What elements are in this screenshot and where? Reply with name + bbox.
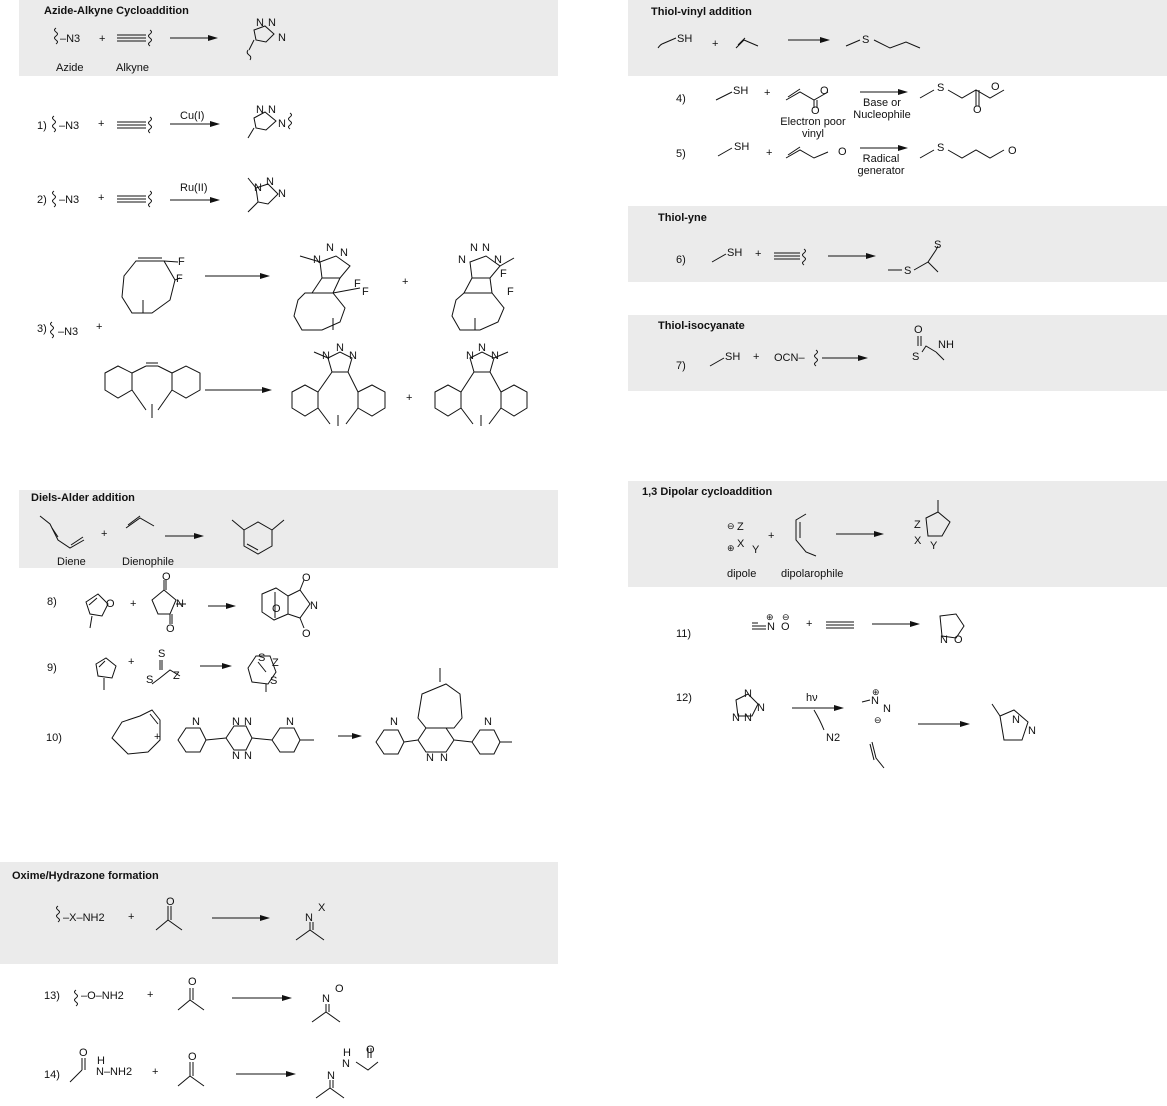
reaction-12-product-n: N — [1028, 725, 1036, 737]
dienophile-label: Dienophile — [122, 556, 174, 568]
reaction-2-n: N — [266, 176, 274, 188]
reaction-9-product-s: S — [270, 675, 278, 687]
header-triazole-n: N — [256, 17, 264, 29]
reaction-3-plus: + — [96, 321, 103, 333]
reaction-10-n: N — [244, 750, 252, 762]
reaction-4-product-s: S — [937, 82, 945, 94]
reaction-10-n: N — [192, 716, 200, 728]
reaction-1-azide: –N3 — [59, 120, 80, 132]
reaction-3-n: N — [340, 247, 348, 259]
reaction-3-f: F — [507, 286, 514, 298]
dipole-label: dipole — [727, 568, 757, 580]
reaction-3-n: N — [313, 254, 321, 266]
reaction-13-aminooxy: –O–NH2 — [81, 990, 124, 1002]
reaction-14-product-h: H — [343, 1047, 351, 1059]
reaction-3-n: N — [326, 242, 334, 254]
header-da-plus: + — [101, 528, 108, 540]
reaction-10-n: N — [286, 716, 294, 728]
reaction-12-number: 12) — [676, 692, 692, 704]
dipole-minus-charge: ⊖ — [727, 521, 735, 531]
reaction-3-plus: + — [406, 392, 413, 404]
reaction-5-number: 5) — [676, 148, 686, 160]
reaction-12-hv: hν — [806, 692, 818, 704]
header-thiol-product-s: S — [862, 34, 870, 46]
reaction-10-product-n: N — [426, 752, 434, 764]
reaction-3-n: N — [349, 350, 357, 362]
reaction-14-plus: + — [152, 1066, 159, 1078]
reaction-14-o: O — [79, 1047, 88, 1059]
reaction-8-product-o: O — [272, 603, 281, 615]
reaction-10-product-n: N — [484, 716, 492, 728]
reaction-10-n: N — [232, 716, 240, 728]
reaction-2-n: N — [254, 182, 262, 194]
reaction-3-f: F — [176, 273, 183, 285]
reaction-10-plus: + — [154, 731, 161, 743]
reaction-2-n: N — [278, 188, 286, 200]
reaction-12-n: N — [757, 702, 765, 714]
dipolarophile-label: dipolarophile — [781, 568, 844, 580]
reaction-13-product-n: N — [322, 993, 330, 1005]
azide-label: Azide — [56, 62, 84, 74]
reaction-1-number: 1) — [37, 120, 47, 132]
reaction-6-plus: + — [755, 248, 762, 260]
reaction-8-product-o: O — [302, 628, 311, 640]
reaction-8-plus: + — [130, 598, 137, 610]
reaction-2-plus: + — [98, 192, 105, 204]
reaction-12-minus-charge: ⊖ — [874, 715, 882, 725]
reaction-4-plus: + — [764, 87, 771, 99]
reaction-3-n: N — [482, 242, 490, 254]
reaction-11-number: 11) — [676, 628, 692, 640]
reaction-4-product-o: O — [973, 104, 982, 116]
dipole-x: X — [737, 538, 745, 550]
header-diels-alder-scheme — [40, 516, 284, 554]
diels-alder-title: Diels-Alder addition — [31, 492, 135, 504]
reaction-10-scheme — [112, 668, 512, 754]
reaction-5-plus: + — [766, 147, 773, 159]
dipole-z: Z — [737, 521, 744, 533]
reaction-7-product-s: S — [912, 351, 920, 363]
reaction-9-plus: + — [128, 656, 135, 668]
reaction-13-o: O — [188, 976, 197, 988]
reaction-3-scheme — [51, 256, 528, 426]
reaction-4-number: 4) — [676, 93, 686, 105]
reaction-8-product-n: N — [310, 600, 318, 612]
reaction-11-o: O — [781, 621, 790, 633]
reaction-8-number: 8) — [47, 596, 57, 608]
reaction-3-n: N — [336, 342, 344, 354]
reaction-9-scheme — [96, 656, 276, 692]
diene-label: Diene — [57, 556, 86, 568]
reaction-4-o: O — [820, 85, 829, 97]
reaction-11-plus: + — [806, 618, 813, 630]
reaction-8-furan-o: O — [106, 598, 115, 610]
header-thiol-vinyl-scheme — [658, 37, 920, 48]
reaction-5-product-s: S — [937, 142, 945, 154]
reaction-7-product-nh: NH — [938, 339, 954, 351]
header-oxime-x: X — [318, 902, 326, 914]
reaction-12-plus-charge: ⊕ — [872, 687, 880, 697]
reaction-11-n: N — [767, 621, 775, 633]
reaction-11-plus-charge: ⊕ — [766, 612, 774, 622]
reaction-8-o: O — [162, 571, 171, 583]
reaction-3-n: N — [478, 342, 486, 354]
reaction-8-product-o: O — [302, 572, 311, 584]
dipolar-product-z: Z — [914, 519, 921, 531]
reaction-9-s: S — [146, 674, 154, 686]
header-oxime-plus: + — [128, 911, 135, 923]
reaction-3-n: N — [458, 254, 466, 266]
reaction-10-number: 10) — [46, 732, 62, 744]
reaction-11-minus-charge: ⊖ — [782, 612, 790, 622]
reaction-12-n: N — [883, 703, 891, 715]
reaction-1-n: N — [256, 104, 264, 116]
reaction-14-product-o: O — [366, 1044, 375, 1056]
reaction-7-plus: + — [753, 351, 760, 363]
reaction-3-number: 3) — [37, 323, 47, 335]
reaction-9-product-s: S — [258, 652, 266, 664]
reaction-1-n: N — [268, 104, 276, 116]
reaction-6-product-s: S — [934, 239, 942, 251]
reaction-6-sh: SH — [727, 247, 743, 259]
reaction-3-n: N — [494, 254, 502, 266]
reaction-3-f: F — [354, 278, 361, 290]
reaction-3-azide: –N3 — [58, 326, 79, 338]
reaction-5-condition: Radical generator — [857, 153, 905, 177]
reaction-3-f: F — [178, 256, 185, 268]
reaction-12-product-n: N — [1012, 714, 1020, 726]
header-azide-scheme — [55, 26, 275, 60]
oxime-title: Oxime/Hydrazone formation — [12, 870, 159, 882]
reaction-3-f: F — [500, 268, 507, 280]
header-oxime-n: N — [305, 912, 313, 924]
reaction-1-catalyst: Cu(I) — [180, 110, 205, 122]
reaction-5-o: O — [838, 146, 847, 158]
reaction-10-n: N — [244, 716, 252, 728]
reaction-7-number: 7) — [676, 360, 686, 372]
dipole-plus-charge: ⊕ — [727, 543, 735, 553]
thiol-vinyl-title: Thiol-vinyl addition — [651, 6, 752, 18]
reaction-14-reagent-o: O — [188, 1051, 197, 1063]
thiol-yne-title: Thiol-yne — [658, 212, 707, 224]
reaction-7-product-o: O — [914, 324, 923, 336]
header-oxime-o: O — [166, 896, 175, 908]
reaction-13-number: 13) — [44, 990, 60, 1002]
reaction-3-n: N — [466, 350, 474, 362]
reaction-5-sh: SH — [734, 141, 750, 153]
header-thiol-plus: + — [712, 38, 719, 50]
reaction-1-plus: + — [98, 118, 105, 130]
reaction-14-h: H — [97, 1055, 105, 1067]
reaction-4-note: Electron poor vinyl — [780, 116, 846, 140]
reaction-3-n: N — [322, 350, 330, 362]
reaction-12-n: N — [732, 712, 740, 724]
reaction-2-scheme — [53, 178, 279, 212]
header-thiol-sh: SH — [677, 33, 693, 45]
reaction-6-product-s: S — [904, 265, 912, 277]
thiol-isocyanate-title: Thiol-isocyanate — [658, 320, 745, 332]
reaction-2-catalyst: Ru(II) — [180, 182, 208, 194]
reaction-3-n: N — [470, 242, 478, 254]
azide-alkyne-title: Azide-Alkyne Cycloaddition — [44, 5, 189, 17]
header-triazole-n: N — [268, 17, 276, 29]
reaction-12-n: N — [744, 688, 752, 700]
reaction-3-f: F — [362, 286, 369, 298]
dipolar-product-y: Y — [930, 540, 938, 552]
reaction-11-product-n: N — [940, 634, 948, 646]
reaction-4-product-o: O — [991, 81, 1000, 93]
reaction-1-n: N — [278, 118, 286, 130]
dipolar-plus: + — [768, 530, 775, 542]
reaction-9-s: S — [158, 648, 166, 660]
dipolar-title: 1,3 Dipolar cycloaddition — [642, 486, 773, 498]
reaction-3-n: N — [491, 350, 499, 362]
reaction-12-n: N — [871, 695, 879, 707]
reaction-14-product-n: N — [327, 1070, 335, 1082]
reaction-2-azide: –N3 — [59, 194, 80, 206]
reaction-7-scheme — [710, 336, 944, 366]
reaction-4-condition: Base or Nucleophile — [853, 97, 911, 121]
reaction-3-plus: + — [402, 276, 409, 288]
reaction-8-o: O — [166, 623, 175, 635]
header-triazole-n: N — [278, 32, 286, 44]
reaction-7-isocyanate: OCN– — [774, 352, 805, 364]
reaction-11-product-o: O — [954, 634, 963, 646]
reaction-14-hydrazide: N–NH2 — [96, 1066, 133, 1078]
reaction-10-product-n: N — [440, 752, 448, 764]
reaction-9-z: Z — [173, 670, 180, 682]
reaction-12-byproduct: N2 — [826, 732, 841, 744]
header-dipolar-scheme — [796, 500, 950, 556]
reaction-4-o: O — [811, 105, 820, 117]
reaction-13-product-o: O — [335, 983, 344, 995]
reaction-8-n: N — [176, 598, 184, 610]
header-oxime-amine: –X–NH2 — [63, 912, 105, 924]
reaction-6-number: 6) — [676, 254, 686, 266]
reaction-14-product-n: N — [342, 1058, 350, 1070]
reaction-12-n: N — [744, 712, 752, 724]
reaction-9-number: 9) — [47, 662, 57, 674]
reaction-12-scheme — [736, 694, 1028, 768]
reaction-10-n: N — [232, 750, 240, 762]
reaction-14-number: 14) — [44, 1069, 60, 1081]
dipole-y: Y — [752, 544, 760, 556]
reaction-13-plus: + — [147, 989, 154, 1001]
alkyne-label: Alkyne — [116, 62, 150, 74]
reaction-9-product-z: Z — [272, 657, 279, 669]
reaction-5-product-o: O — [1008, 145, 1017, 157]
dipolar-product-x: X — [914, 535, 922, 547]
header-azide-n3: –N3 — [60, 33, 81, 45]
header-plus: + — [99, 33, 106, 45]
reaction-7-sh: SH — [725, 351, 741, 363]
reaction-10-product-n: N — [390, 716, 398, 728]
reaction-4-sh: SH — [733, 85, 749, 97]
reaction-2-number: 2) — [37, 194, 47, 206]
